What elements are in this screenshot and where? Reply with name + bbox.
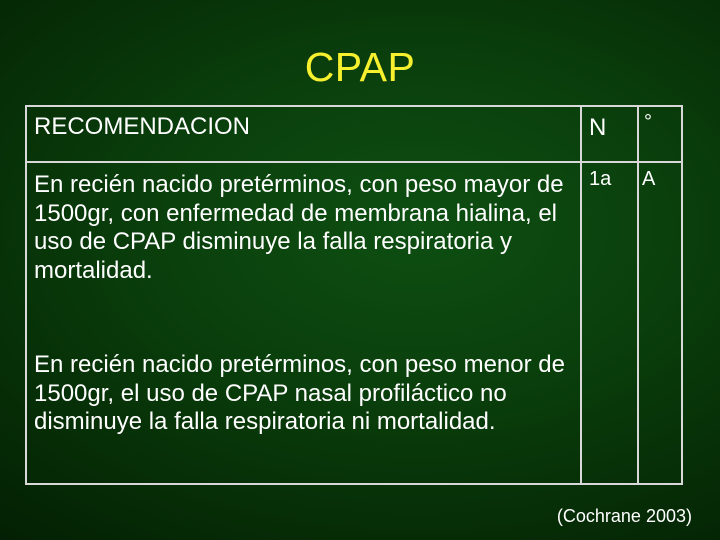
column-divider-1 <box>580 105 582 485</box>
header-n: N <box>589 114 607 141</box>
table-bottom-border <box>25 483 683 485</box>
header-recommendation: RECOMENDACION <box>34 113 251 140</box>
slide-title: CPAP <box>304 44 416 90</box>
row-2-text: En recién nacido pretérminos, con peso menor de 1500gr, el uso de CPAP nasal profiláctico no disminuye la falla respiratoria ni mortalidad. <box>34 351 565 435</box>
column-divider-2 <box>637 105 639 485</box>
recommendation-table <box>25 105 683 485</box>
table-top-border <box>25 105 683 107</box>
header-degree: ° <box>644 111 652 133</box>
row-1-evidence-level: 1a <box>589 168 612 190</box>
table-right-border <box>681 105 683 485</box>
row-1-text: En recién nacido pretérminos, con peso mayor de 1500gr, con enfermedad de membrana hialina, el uso de CPAP disminuye la falla respiratoria y mortalidad. <box>34 171 564 284</box>
row-1-grade: A <box>642 168 656 190</box>
citation: (Cochrane 2003) <box>556 506 692 526</box>
header-bottom-border <box>25 161 683 163</box>
table-left-border <box>25 105 27 485</box>
